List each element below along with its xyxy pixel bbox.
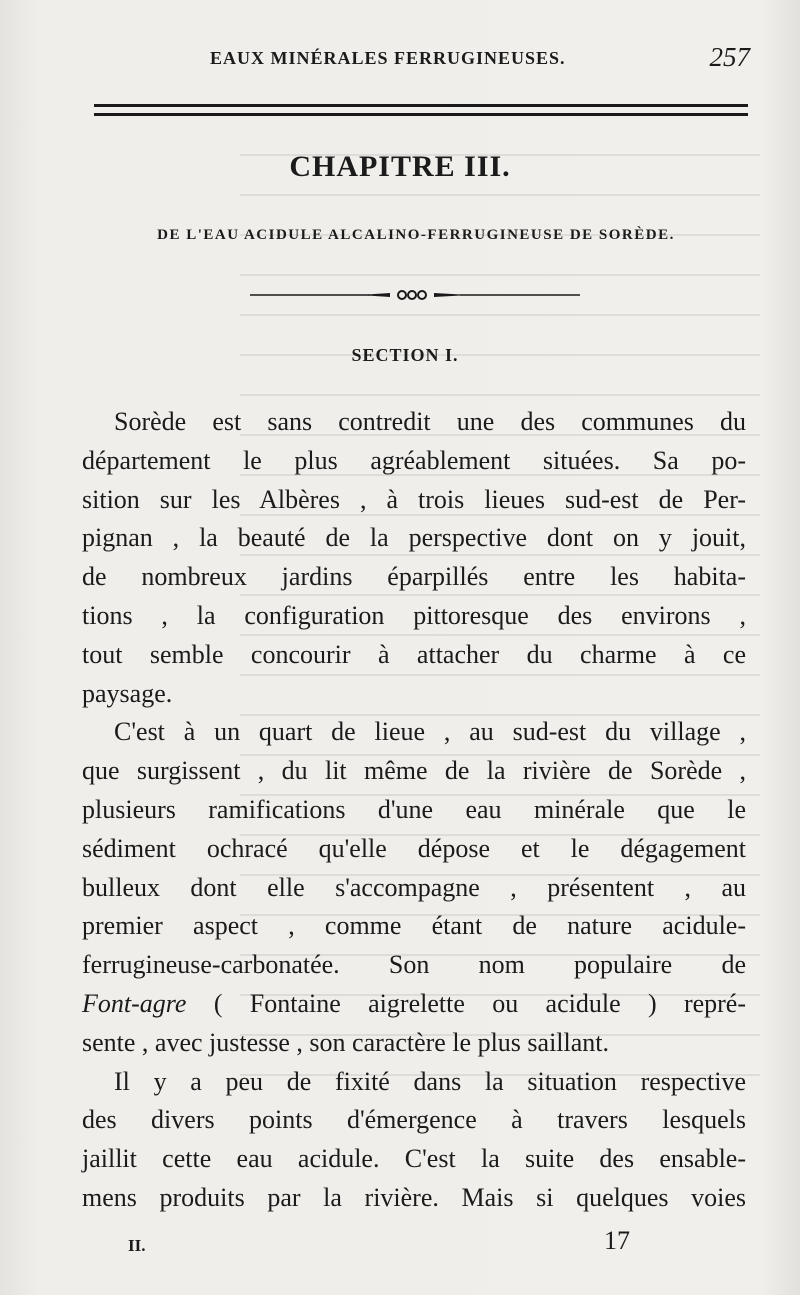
text-line: premier aspect , comme étant de nature acidule-	[82, 911, 746, 941]
page-number: 257	[709, 42, 750, 72]
header-double-rule	[94, 104, 748, 116]
text-line: sente , avec justesse , son caractère le plus saillant.	[82, 1027, 610, 1057]
text-line: tions , la configuration pittoresque des environs ,	[82, 600, 746, 630]
running-head	[80, 42, 750, 78]
volume-mark: II.	[128, 1236, 146, 1255]
text-line: département le plus agréablement situées. Sa po-	[82, 445, 746, 475]
text-line: paysage.	[82, 678, 173, 708]
text-line: jaillit cette eau acidule. C'est la suite des ensable-	[82, 1144, 746, 1174]
text-line: de nombreux jardins éparpillés entre les habita-	[82, 562, 746, 592]
text-line: Sorède est sans contredit une des communes du	[114, 407, 746, 436]
italic-term: Font-agre	[82, 988, 187, 1018]
text-line: tout semble concourir à attacher du charme à ce	[82, 639, 746, 669]
text-line: que surgissent , du lit même de la rivière de Sorède ,	[82, 756, 746, 786]
running-head-title: EAUX MINÉRALES FERRUGINEUSES.	[210, 48, 566, 68]
text-line: mens produits par la rivière. Mais si quelques voies	[82, 1182, 746, 1212]
body-text	[82, 403, 746, 1218]
chapter-title: CHAPITRE III.	[289, 150, 511, 183]
text-line: des divers points d'émergence à travers lesquels	[82, 1105, 746, 1135]
text-line: Il y a peu de fixité dans la situation respective	[114, 1066, 746, 1096]
signature-mark: 17	[604, 1226, 630, 1255]
chapter-subtitle: DE L'EAU ACIDULE ALCALINO-FERRUGINEUSE DE SORÈDE.	[157, 227, 675, 243]
text-line: pignan , la beauté de la perspective dont on y jouit,	[82, 523, 746, 553]
text-line: plusieurs ramifications d'une eau minérale que le	[82, 794, 746, 824]
ornament-divider	[250, 290, 580, 300]
text-line: sition sur les Albères , à trois lieues sud-est de Per-	[82, 484, 746, 514]
text-line: bulleux dont elle s'accompagne , présentent , au	[82, 872, 746, 902]
text-line: C'est à un quart de lieue , au sud-est du village ,	[114, 717, 746, 747]
text-line	[82, 985, 746, 1024]
section-heading: SECTION I.	[351, 345, 459, 365]
text-line: sédiment ochracé qu'elle dépose et le dégagement	[82, 833, 746, 863]
text-line: ferrugineuse-carbonatée. Son nom populaire de	[82, 950, 746, 980]
text-fragment: ( Fontaine aigrelette ou acidule ) repré-	[213, 988, 747, 1018]
